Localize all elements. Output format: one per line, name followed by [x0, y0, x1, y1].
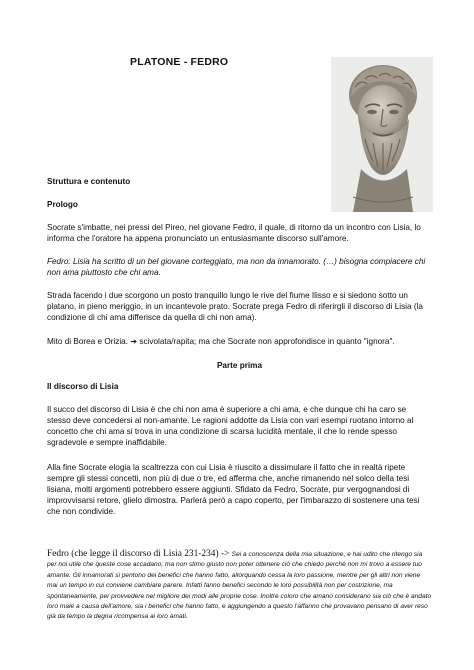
- quote-fedro: Fedro: Lisia ha scritto di un bel giovane corteggiato, ma non da innamorato. (…) bisogna compiacere chi non ama piuttosto che chi ama.: [47, 257, 426, 277]
- paragraph-lysias-summary: Il succo del discorso di Lisia è che chi non ama è superiore a chi ama, e che dunque chi ha caro se stesso deve concedersi al non-amante. Le ragioni addotte da Lisia con vari esempi ruotano intorno al concetto che chi ama si trova in una condizione di scarsa lucidità mentale, il che lo rende spesso sgradevole e sempre inaffidabile.: [47, 405, 414, 447]
- excerpt-lead: Fedro (che legge il discorso di Lisia 231-234) ->: [47, 549, 232, 559]
- paragraph-ilisso: Strada facendo i due scorgono un posto tranquillo lungo le rive del fiume Ilisso e si siedono sotto un platano, in pieno meriggio, in un incantevole prato. Socrate prega Fedro di riferirgli il discorso di Lisia (la condizione di chi ama differisce da quella di chi non ama).: [47, 291, 423, 322]
- paragraph-intro: Socrate s'imbatte, nei pressi del Pireo, nel giovane Fedro, il quale, di ritorno da un incontro con Lisia, lo informa che l'oratore ha appena pronunciato un entusiasmante discorso sull'amore.: [47, 223, 421, 243]
- prologue-heading: Prologo: [47, 200, 78, 209]
- plato-bust-image: [331, 57, 433, 212]
- part-one-heading: Parte prima: [216, 361, 263, 370]
- lysias-speech-heading: Il discorso di Lisia: [47, 382, 119, 391]
- section-heading-structure: Struttura e contenuto: [47, 177, 131, 186]
- paragraph-myth: Mito di Borea e Orizia. ➔ scivolata/rapita; ma che Socrate non approfondisce in quanto "ignora".: [47, 337, 395, 346]
- page-title: PLATONE - FEDRO: [130, 56, 229, 68]
- paragraph-socrates-praise: Alla fine Socrate elogia la scaltrezza con cui Lisia è riuscito a dissimulare il fatto che in realtà ripete sempre gli stessi concetti, non più di due o tre, ed afferma che, anche rimanendo nel solco della tesi lisiana, molti argomenti potrebbero essere aggiunti. Sfidato da Fedro, Socrate, pur vergognandosi di improvvisarsi retore, glielo dimostra. Parlerà però a capo coperto, per l'imbarazzo di sostenere una tesi che non condivide.: [47, 463, 420, 516]
- plato-bust-drawing: [331, 57, 433, 212]
- excerpt-text: Sei a conoscenza della mia situazione, e hai udito che ritengo sia per noi utile che queste cose accadano; ma non stimo giusto non poter ottenere ciò che chiedo perché non mi trovo a essere tuo amante. Gli innamorati si pentono dei benefici che hanno fatto, allorquando cessa la loro passione, mentre per gli altri non viene mai un tempo in cui conviene cambiare parere. Infatti fanno benefici secondo le loro possibilità non per costrizione, ma spontaneamente, per provvedere nel migliore dei modi alle proprie cose. Inoltre coloro che amano considerano sia ciò che è andato loro male a causa dell'amore, sia i benefici che hanno fatto, e aggiungendo a questo l'affanno che provavano pensano di aver reso già da tempo la degna ricompensa ai loro amati.: [47, 551, 432, 621]
- lysias-speech-excerpt: [47, 549, 432, 623]
